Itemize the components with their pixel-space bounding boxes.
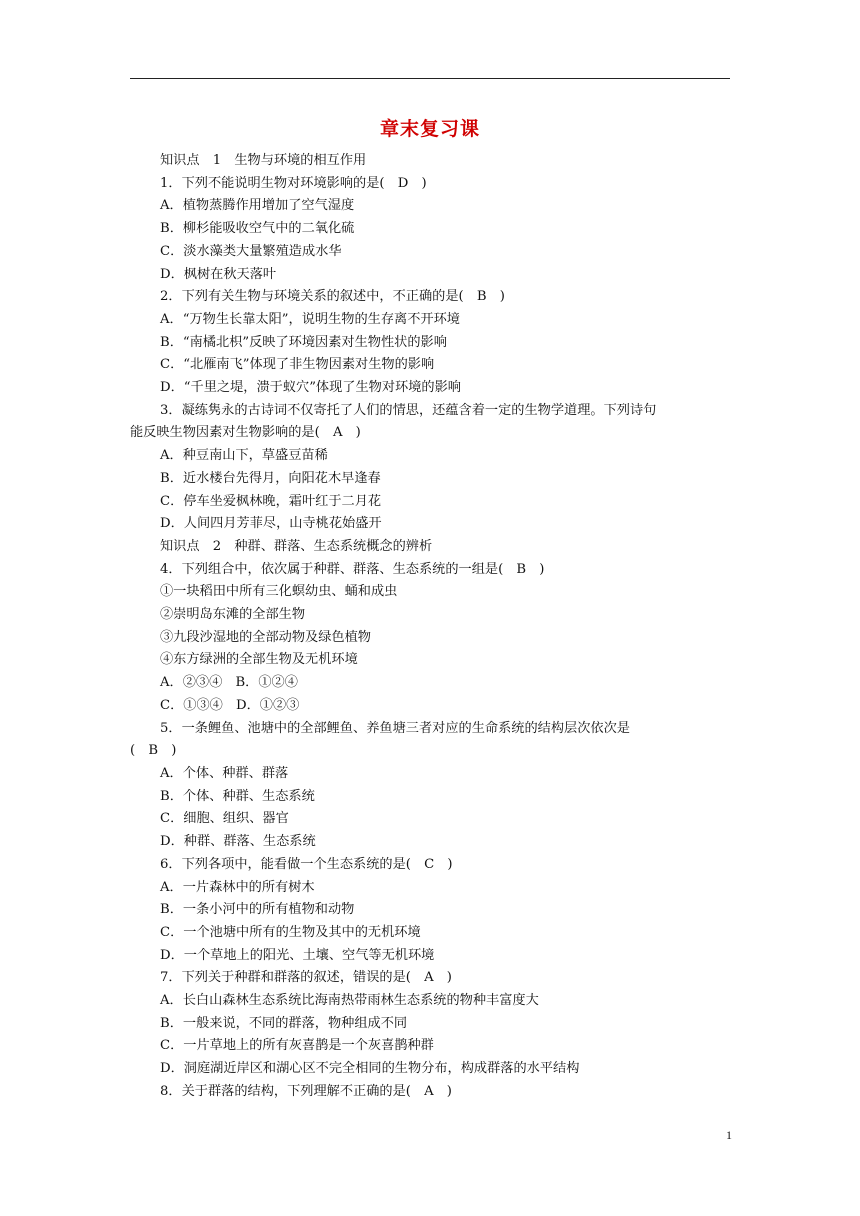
option: D．一个草地上的阳光、土壤、空气等无机环境 <box>160 947 435 963</box>
section-heading: 知识点 1 生物与环境的相互作用 <box>160 153 367 168</box>
option: C．一片草地上的所有灰喜鹊是一个灰喜鹊种群 <box>160 1038 434 1054</box>
option: B．一般来说，不同的群落，物种组成不同 <box>160 1015 408 1031</box>
question-stem-continuation: 能反映生物因素对生物影响的是( A ) <box>130 425 361 441</box>
option: B．一条小河中的所有植物和动物 <box>160 902 355 918</box>
question-stem: 3．凝练隽永的古诗词不仅寄托了人们的情思，还蕴含着一定的生物学道理。下列诗句 <box>160 402 657 418</box>
option: A．种豆南山下，草盛豆苗稀 <box>160 448 328 464</box>
list-item: ①一块稻田中所有三化螟幼虫、蛹和成虫 <box>160 584 398 600</box>
option: A．一片森林中的所有树木 <box>160 879 315 895</box>
list-item: ②崇明岛东滩的全部生物 <box>160 607 306 623</box>
header-rule <box>130 78 730 79</box>
section-heading: 知识点 2 种群、群落、生态系统概念的辨析 <box>160 538 433 554</box>
option: B．个体、种群、生态系统 <box>160 788 315 804</box>
question-stem: 7．下列关于种群和群落的叙述，错误的是( A ) <box>160 970 452 986</box>
question-stem: 4．下列组合中，依次属于种群、群落、生态系统的一组是( B ) <box>160 561 545 577</box>
option: B．柳杉能吸收空气中的二氧化硫 <box>160 221 355 237</box>
option: A．长白山森林生态系统比海南热带雨林生态系统的物种丰富度大 <box>160 993 539 1009</box>
option: A．“万物生长靠太阳”，说明生物的生存离不开环境 <box>160 311 460 327</box>
list-item: ④东方绿洲的全部生物及无机环境 <box>160 652 358 668</box>
question-stem: 1．下列不能说明生物对环境影响的是( D ) <box>160 175 427 191</box>
option: D．种群、群落、生态系统 <box>160 834 316 850</box>
option: C．停车坐爱枫林晚，霜叶红于二月花 <box>160 493 382 509</box>
option: C．①③④ D．①②③ <box>160 697 300 713</box>
option: D．“千里之堤，溃于蚁穴”体现了生物对环境的影响 <box>160 380 461 396</box>
option: C．细胞、组织、器官 <box>160 811 289 827</box>
option: A．②③④ B．①②④ <box>160 675 298 691</box>
option: D．洞庭湖近岸区和湖心区不完全相同的生物分布，构成群落的水平结构 <box>160 1061 580 1077</box>
option: C．“北雁南飞”体现了非生物因素对生物的影响 <box>160 357 435 373</box>
option: B．“南橘北枳”反映了环境因素对生物性状的影响 <box>160 334 447 350</box>
question-stem: 6．下列各项中，能看做一个生态系统的是( C ) <box>160 856 453 872</box>
option: A．植物蒸腾作用增加了空气湿度 <box>160 198 355 214</box>
option: A．个体、种群、群落 <box>160 765 289 781</box>
option: B．近水楼台先得月，向阳花木早逢春 <box>160 470 381 486</box>
option: C．淡水藻类大量繁殖造成水华 <box>160 243 342 259</box>
question-stem: 8．关于群落的结构，下列理解不正确的是( A ) <box>160 1083 452 1099</box>
list-item: ③九段沙湿地的全部动物及绿色植物 <box>160 629 371 645</box>
question-stem: 5．一条鲤鱼、池塘中的全部鲤鱼、养鱼塘三者对应的生命系统的结构层次依次是 <box>160 720 630 736</box>
question-stem: 2．下列有关生物与环境关系的叙述中，不正确的是( B ) <box>160 289 505 305</box>
option: D．枫树在秋天落叶 <box>160 266 277 282</box>
page-title: 章末复习课 <box>379 118 480 140</box>
document-body <box>130 150 732 1104</box>
page-number: 1 <box>726 1128 732 1142</box>
option: C．一个池塘中所有的生物及其中的无机环境 <box>160 924 421 940</box>
option: D．人间四月芳菲尽，山寺桃花始盛开 <box>160 516 382 532</box>
question-stem-continuation: ( B ) <box>130 743 177 759</box>
